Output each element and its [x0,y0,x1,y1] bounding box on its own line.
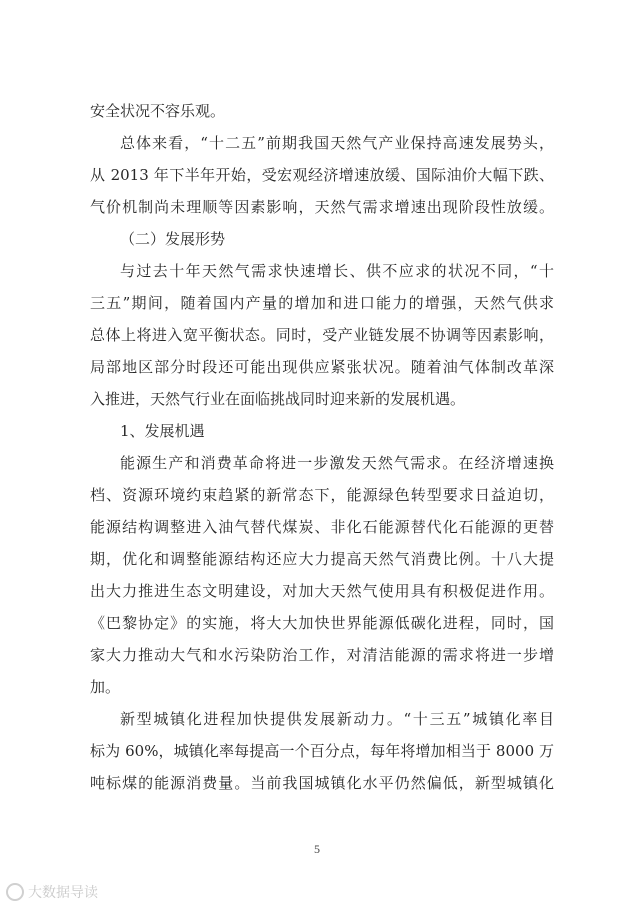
document-body [90,95,554,799]
section-heading: （二）发展形势 [120,230,226,248]
text-line: 与过去十年天然气需求快速增长、供不应求的状况不同，“十 [120,262,554,280]
text-line: 局部地区部分时段还可能出现供应紧张状况。随着油气体制改革深 [90,358,554,376]
text-line: 总体来看，“十二五”前期我国天然气产业保持高速发展势头， [120,134,554,152]
text-line: 出大力推进生态文明建设，对加大天然气使用具有积极促进作用。 [90,582,554,600]
text-line: 三五”期间，随着国内产量的增加和进口能力的增强，天然气供求 [90,294,554,312]
text-line: 从 2013 年下半年开始，受宏观经济增速放缓、国际油价大幅下跌、 [90,166,554,184]
text-line: 标为 60%，城镇化率每提高一个百分点，每年将增加相当于 8000 万 [90,742,554,760]
watermark-text: 大数据导读 [28,885,98,901]
section-heading: 1、发展机遇 [120,422,205,440]
text-line: 入推进，天然气行业在面临挑战同时迎来新的发展机遇。 [90,390,466,408]
watermark [6,882,98,902]
page-number: 5 [314,842,320,856]
text-line: 能源结构调整进入油气替代煤炭、非化石能源替代化石能源的更替 [90,518,554,536]
watermark-logo-icon [6,883,24,901]
text-line: 总体上将进入宽平衡状态。同时，受产业链发展不协调等因素影响， [90,326,554,344]
text-line: 家大力推动大气和水污染防治工作，对清洁能源的需求将进一步增 [90,646,554,664]
text-line: 《巴黎协定》的实施，将大大加快世界能源低碳化进程，同时，国 [90,614,554,632]
text-line: 新型城镇化进程加快提供发展新动力。“十三五”城镇化率目 [120,710,554,728]
text-line: 期，优化和调整能源结构还应大力提高天然气消费比例。十八大提 [90,550,554,568]
text-line: 档、资源环境约束趋紧的新常态下，能源绿色转型要求日益迫切， [90,486,554,504]
text-line: 加。 [90,678,121,696]
text-line: 能源生产和消费革命将进一步激发天然气需求。在经济增速换 [120,454,554,472]
text-line: 气价机制尚未理顺等因素影响，天然气需求增速出现阶段性放缓。 [90,198,554,216]
text-line: 吨标煤的能源消费量。当前我国城镇化水平仍然偏低，新型城镇化 [90,774,554,792]
text-line: 安全状况不容乐观。 [90,102,226,120]
